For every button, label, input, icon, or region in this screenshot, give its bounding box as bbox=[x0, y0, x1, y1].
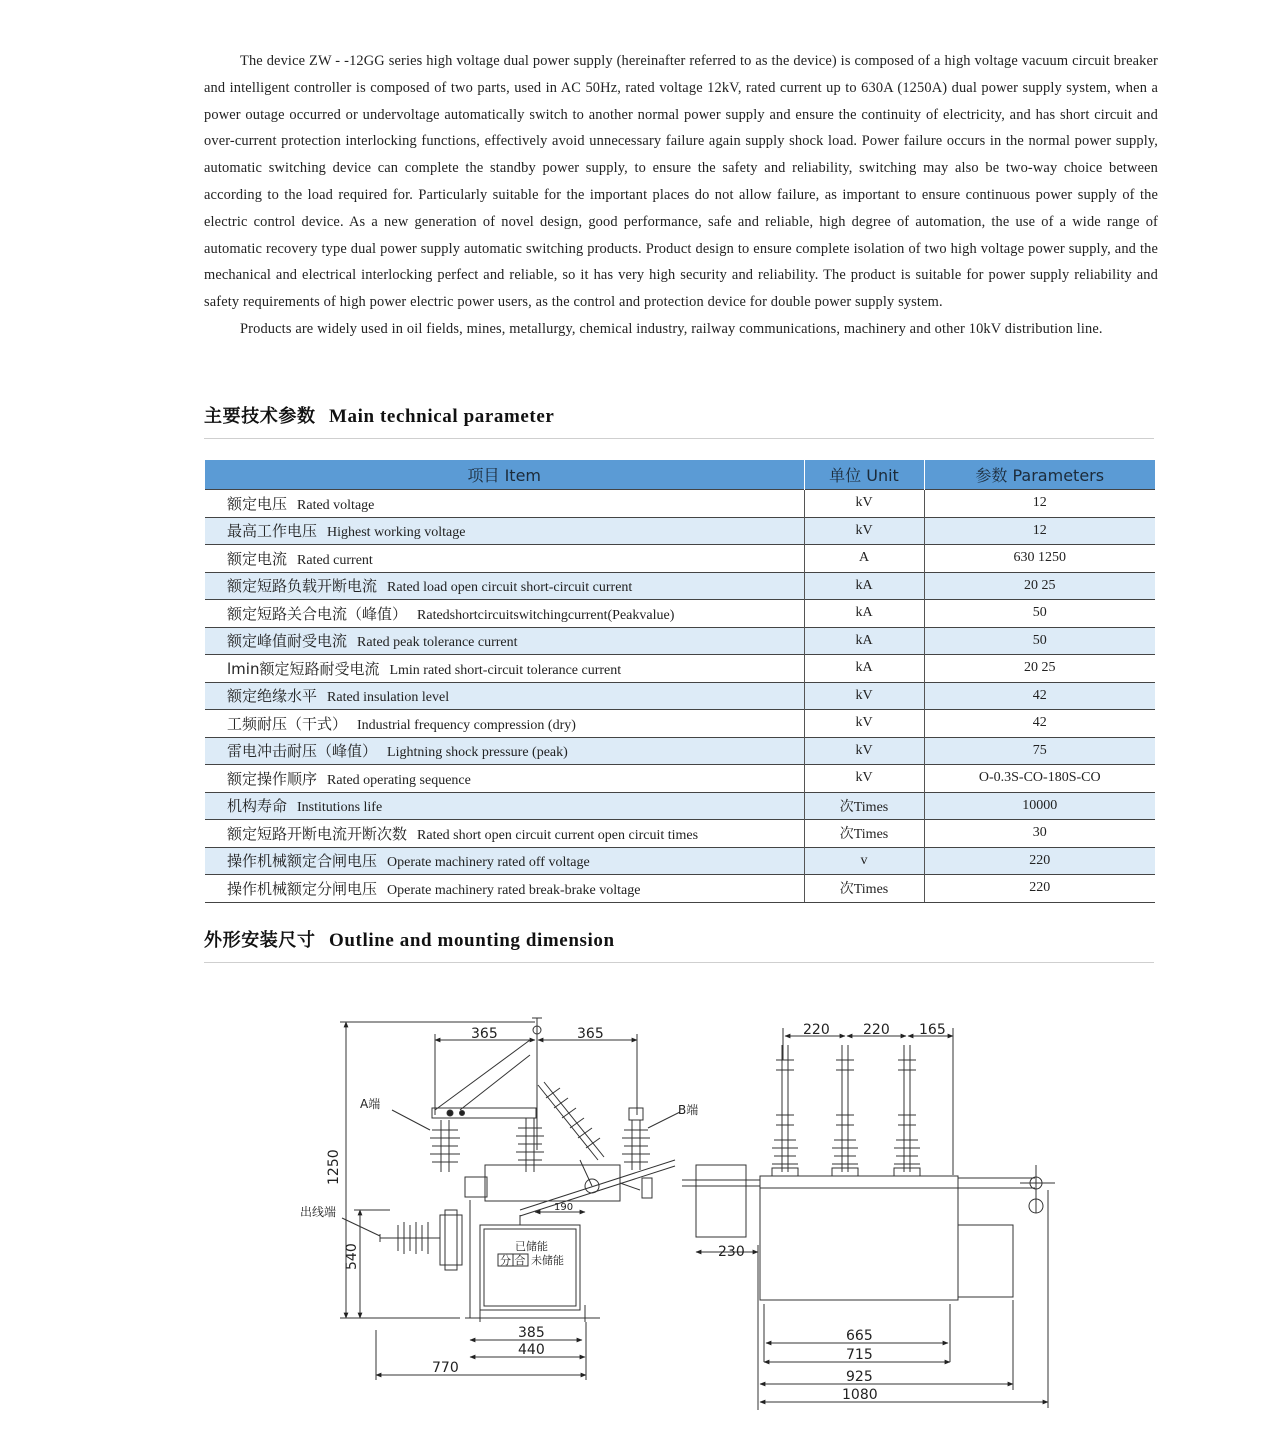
table-row bbox=[205, 600, 1155, 628]
dim-770: 770 bbox=[432, 1360, 459, 1376]
item-en: Operate machinery rated off voltage bbox=[387, 855, 590, 871]
dim-385: 385 bbox=[518, 1325, 545, 1341]
dim-1250: 1250 bbox=[326, 1149, 342, 1185]
table-header-row bbox=[205, 460, 1155, 490]
cell-unit: v bbox=[804, 847, 924, 875]
cell-item bbox=[205, 847, 804, 875]
header-item: 项目 Item bbox=[205, 460, 804, 490]
cell-value: 42 bbox=[924, 710, 1155, 738]
label-b-terminal: B端 bbox=[678, 1103, 699, 1117]
item-cn: 雷电冲击耐压（峰值） bbox=[227, 742, 378, 761]
table-row bbox=[205, 710, 1155, 738]
item-en: Institutions life bbox=[297, 800, 383, 816]
table-row bbox=[205, 627, 1155, 655]
outline-drawing bbox=[280, 1000, 1080, 1420]
cell-value: 50 bbox=[924, 627, 1155, 655]
item-en: Lightning shock pressure (peak) bbox=[387, 745, 568, 761]
table-row bbox=[205, 517, 1155, 545]
item-en: Lmin rated short-circuit tolerance current bbox=[389, 662, 622, 678]
item-cn: 最高工作电压 bbox=[227, 522, 318, 541]
table-row bbox=[205, 655, 1155, 683]
cell-value: 20 25 bbox=[924, 655, 1155, 683]
item-en: Highest working voltage bbox=[327, 525, 466, 541]
pole-1 bbox=[772, 1045, 798, 1176]
pole-3 bbox=[894, 1045, 920, 1176]
cell-item bbox=[205, 820, 804, 848]
cell-unit: 次Times bbox=[804, 792, 924, 820]
header-params: 参数 Parameters bbox=[924, 460, 1155, 490]
dim-220-a: 220 bbox=[803, 1022, 830, 1038]
dim-540: 540 bbox=[344, 1243, 360, 1270]
cell-item bbox=[205, 737, 804, 765]
cell-item bbox=[205, 792, 804, 820]
table-row bbox=[205, 572, 1155, 600]
cell-value: 50 bbox=[924, 600, 1155, 628]
cell-unit: 次Times bbox=[804, 820, 924, 848]
cell-unit: 次Times bbox=[804, 875, 924, 903]
cell-value: 220 bbox=[924, 875, 1155, 903]
item-cn: 额定电压 bbox=[227, 494, 288, 513]
label-outlet-terminal: 出线端 bbox=[300, 1205, 337, 1219]
table-row bbox=[205, 847, 1155, 875]
label-open-close: 分 合 bbox=[500, 1254, 526, 1267]
cell-unit: kA bbox=[804, 572, 924, 600]
cell-unit: kV bbox=[804, 490, 924, 518]
item-cn: 操作机械额定分闸电压 bbox=[227, 879, 378, 898]
cell-value: 630 1250 bbox=[924, 545, 1155, 573]
item-cn: 额定峰值耐受电流 bbox=[227, 632, 348, 651]
cell-value: 75 bbox=[924, 737, 1155, 765]
dim-715: 715 bbox=[846, 1347, 873, 1363]
item-en: Rated operating sequence bbox=[327, 772, 471, 788]
item-cn: 额定操作顺序 bbox=[227, 769, 318, 788]
item-cn: 额定短路负载开断电流 bbox=[227, 577, 378, 596]
cell-item bbox=[205, 655, 804, 683]
table-row bbox=[205, 820, 1155, 848]
label-a-terminal: A端 bbox=[360, 1097, 381, 1111]
cell-item bbox=[205, 517, 804, 545]
table-row bbox=[205, 490, 1155, 518]
dim-365-left: 365 bbox=[471, 1026, 498, 1042]
cell-unit: kA bbox=[804, 627, 924, 655]
table-row bbox=[205, 545, 1155, 573]
item-en: Operate machinery rated break-brake voltage bbox=[387, 882, 641, 898]
cell-unit: kA bbox=[804, 655, 924, 683]
table-body bbox=[205, 490, 1155, 903]
item-en: Rated insulation level bbox=[327, 690, 450, 706]
cell-value: 12 bbox=[924, 517, 1155, 545]
header-unit: 单位 Unit bbox=[804, 460, 924, 490]
section-title-en: Main technical parameter bbox=[328, 406, 555, 427]
item-en: Industrial frequency compression (dry) bbox=[357, 717, 576, 733]
cell-item bbox=[205, 572, 804, 600]
item-en: Rated voltage bbox=[297, 497, 375, 513]
dim-925: 925 bbox=[846, 1369, 873, 1385]
table-row bbox=[205, 792, 1155, 820]
cell-value: 10000 bbox=[924, 792, 1155, 820]
cell-item bbox=[205, 545, 804, 573]
cell-unit: kV bbox=[804, 765, 924, 793]
cell-unit: kV bbox=[804, 710, 924, 738]
dim-230: 230 bbox=[718, 1244, 745, 1260]
cell-unit: kV bbox=[804, 737, 924, 765]
cell-unit: A bbox=[804, 545, 924, 573]
parameter-table bbox=[205, 460, 1155, 903]
section-title-cn: 主要技术参数 bbox=[204, 406, 316, 427]
cell-item bbox=[205, 682, 804, 710]
cell-item bbox=[205, 627, 804, 655]
cell-value: 20 25 bbox=[924, 572, 1155, 600]
item-cn: 机构寿命 bbox=[227, 797, 288, 816]
section-title-cn: 外形安装尺寸 bbox=[204, 930, 316, 951]
item-en: Ratedshortcircuitswitchingcurrent(Peakvalue) bbox=[417, 607, 675, 623]
section-title-dimensions bbox=[204, 926, 1154, 963]
item-cn: lmin额定短路耐受电流 bbox=[227, 659, 380, 678]
intro-paragraph-2: Products are widely used in oil fields, mines, metallurgy, chemical industry, railway communications, machinery and other 10kV distribution line. bbox=[240, 320, 1103, 337]
dim-220-b: 220 bbox=[863, 1022, 890, 1038]
item-en: Rated load open circuit short-circuit current bbox=[387, 580, 633, 596]
cell-item bbox=[205, 875, 804, 903]
item-en: Rated current bbox=[297, 552, 373, 568]
cell-unit: kA bbox=[804, 600, 924, 628]
item-cn: 操作机械额定合闸电压 bbox=[227, 852, 378, 871]
item-cn: 额定短路关合电流（峰值） bbox=[227, 604, 408, 623]
cell-value: 220 bbox=[924, 847, 1155, 875]
dim-190: 190 bbox=[554, 1202, 574, 1213]
cell-value: 12 bbox=[924, 490, 1155, 518]
item-cn: 额定绝缘水平 bbox=[227, 687, 318, 706]
table-row bbox=[205, 875, 1155, 903]
dim-365-right: 365 bbox=[577, 1026, 604, 1042]
item-cn: 工频耐压（干式） bbox=[227, 714, 348, 733]
cell-item bbox=[205, 710, 804, 738]
intro-paragraph-1: The device ZW - -12GG series high voltage dual power supply (hereinafter referred to as the device) is composed of a high voltage vacuum circuit breaker and intelligent controller is composed of two parts, used in AC 50Hz, rated voltage 12kV, rated current up to 630A (1250A) dual power supply system, when a power outage occurred or undervoltage automatically switch to another normal power supply and ensure the continuity of electricity, and has short circuit and over-current protection interlocking functions, effectively avoid unnecessary failure again supply shock load. Power failure occurs in the normal power supply, automatic switching device can complete the standby power supply, to ensure the safety and reliability, switching may also be two-way choice between according to the load required for. Particularly suitable for the important places do not allow failure, as important to ensure continuous power supply of the electric control device. As a new generation of novel design, good performance, safe and reliable, high degree of automation, the use of a wide range of automatic recovery type dual power supply automatic switching products. Product design to ensure complete isolation of two high voltage power supply, and the mechanical and electrical interlocking perfect and reliable, so it has very high security and reliability. The product is suitable for power supply reliability and safety requirements of high power electric power users, as the control and protection device for double power supply system. bbox=[204, 53, 1158, 311]
table-row bbox=[205, 682, 1155, 710]
cell-value: 42 bbox=[924, 682, 1155, 710]
cell-unit: kV bbox=[804, 517, 924, 545]
dim-1080: 1080 bbox=[842, 1387, 878, 1403]
table-row bbox=[205, 765, 1155, 793]
label-stored: 已储能 bbox=[515, 1240, 548, 1253]
label-not-stored: 未储能 bbox=[531, 1254, 564, 1267]
cell-item bbox=[205, 600, 804, 628]
item-cn: 额定短路开断电流开断次数 bbox=[227, 824, 408, 843]
item-en: Rated peak tolerance current bbox=[357, 635, 518, 651]
dim-165: 165 bbox=[919, 1022, 946, 1038]
section-title-parameters bbox=[204, 402, 1154, 439]
cell-value: 30 bbox=[924, 820, 1155, 848]
dim-665: 665 bbox=[846, 1328, 873, 1344]
section-title-en: Outline and mounting dimension bbox=[328, 930, 615, 951]
pole-2 bbox=[832, 1045, 858, 1176]
cell-unit: kV bbox=[804, 682, 924, 710]
intro-text bbox=[204, 48, 1158, 343]
cell-item bbox=[205, 490, 804, 518]
side-view-drawing bbox=[340, 1018, 680, 1380]
table-row bbox=[205, 737, 1155, 765]
dim-440: 440 bbox=[518, 1342, 545, 1358]
item-en: Rated short open circuit current open circuit times bbox=[417, 827, 699, 843]
item-cn: 额定电流 bbox=[227, 549, 288, 568]
cell-item bbox=[205, 765, 804, 793]
cell-value: O-0.3S-CO-180S-CO bbox=[924, 765, 1155, 793]
